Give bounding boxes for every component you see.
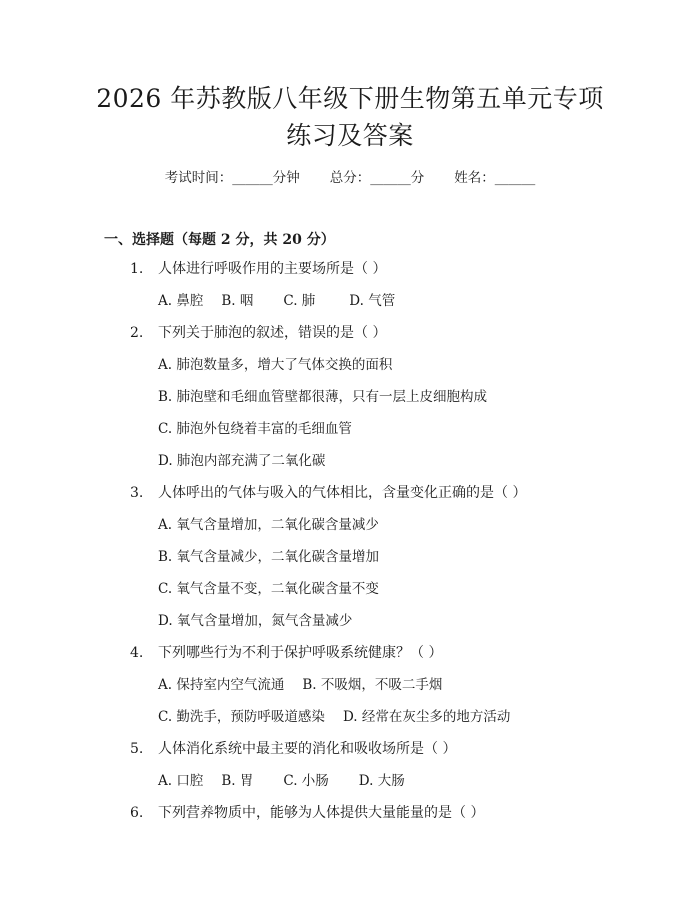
question-2 bbox=[130, 322, 386, 344]
question-text: 下列关于肺泡的叙述，错误的是（ ） bbox=[158, 325, 387, 341]
question-4-options-row-1 bbox=[158, 674, 442, 696]
question-5-options bbox=[158, 770, 405, 792]
question-4-options-row-2 bbox=[158, 706, 510, 728]
question-2-option-c: C. 肺泡外包绕着丰富的毛细血管 bbox=[158, 421, 352, 437]
question-number: 2. bbox=[130, 325, 144, 341]
question-3-option-c: C. 氧气含量不变，二氧化碳含量不变 bbox=[158, 581, 379, 597]
option-d: D. 气管 bbox=[349, 293, 396, 309]
exam-time: 考试时间：______分钟 bbox=[164, 170, 300, 186]
exam-total-score: 总分：______分 bbox=[329, 170, 425, 186]
option-a: A. 保持室内空气流通 bbox=[158, 677, 285, 693]
option-a: A. 口腔 bbox=[158, 773, 204, 789]
question-number: 5. bbox=[130, 741, 144, 757]
option-b: B. 胃 bbox=[221, 773, 254, 789]
exam-meta bbox=[0, 168, 700, 188]
question-3-option-a: A. 氧气含量增加，二氧化碳含量减少 bbox=[158, 517, 379, 533]
question-text: 人体进行呼吸作用的主要场所是（ ） bbox=[158, 261, 387, 277]
option-b: B. 不吸烟，不吸二手烟 bbox=[302, 677, 443, 693]
question-3-option-b: B. 氧气含量减少，二氧化碳含量增加 bbox=[158, 549, 380, 565]
option-c: C. 勤洗手，预防呼吸道感染 bbox=[158, 709, 325, 725]
question-3 bbox=[130, 482, 526, 504]
question-2-option-a: A. 肺泡数量多，增大了气体交换的面积 bbox=[158, 357, 393, 373]
question-6 bbox=[130, 802, 484, 824]
question-number: 3. bbox=[130, 485, 144, 501]
question-text: 下列哪些行为不利于保护呼吸系统健康？（ ） bbox=[158, 645, 443, 661]
document-title-line-2: 练习及答案 bbox=[286, 121, 414, 150]
option-d: D. 经常在灰尘多的地方活动 bbox=[342, 709, 511, 725]
question-number: 1. bbox=[130, 261, 144, 277]
question-1-options bbox=[158, 290, 395, 312]
question-text: 下列营养物质中，能够为人体提供大量能量的是（ ） bbox=[158, 805, 485, 821]
question-4 bbox=[130, 642, 442, 664]
option-d: D. 大肠 bbox=[358, 773, 405, 789]
document-title-line-1: 2026 年苏教版八年级下册生物第五单元专项 bbox=[96, 84, 604, 113]
question-1 bbox=[130, 258, 386, 280]
option-a: A. 鼻腔 bbox=[158, 293, 204, 309]
question-number: 6. bbox=[130, 805, 144, 821]
question-2-option-d: D. 肺泡内部充满了二氧化碳 bbox=[158, 453, 326, 469]
option-c: C. 小肠 bbox=[283, 773, 329, 789]
question-number: 4. bbox=[130, 645, 144, 661]
question-2-option-b: B. 肺泡壁和毛细血管壁都很薄，只有一层上皮细胞构成 bbox=[158, 389, 488, 405]
question-text: 人体呼出的气体与吸入的气体相比，含量变化正确的是（ ） bbox=[158, 485, 527, 501]
option-b: B. 咽 bbox=[221, 293, 254, 309]
section-heading-choice: 一、选择题（每题 2 分，共 20 分） bbox=[104, 232, 335, 248]
option-c: C. 肺 bbox=[283, 293, 316, 309]
exam-name: 姓名：______ bbox=[454, 170, 536, 186]
question-3-option-d: D. 氧气含量增加，氮气含量减少 bbox=[158, 613, 353, 629]
question-text: 人体消化系统中最主要的消化和吸收场所是（ ） bbox=[158, 741, 457, 757]
question-5 bbox=[130, 738, 456, 760]
